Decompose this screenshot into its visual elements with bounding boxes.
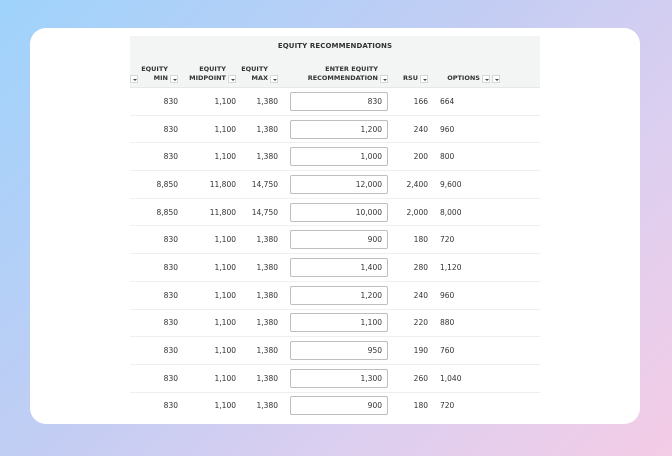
cell-equity-min: 8,850 xyxy=(156,207,178,217)
column-filter-dropdown-icon[interactable] xyxy=(170,75,178,83)
column-header-equity-recommendation xyxy=(278,65,388,83)
cell-rsu: 180 xyxy=(413,401,428,411)
column-label: EQUITY xyxy=(199,65,226,73)
table-row xyxy=(130,393,540,416)
cell-equity-recommendation xyxy=(278,396,388,415)
column-filter-dropdown-icon[interactable] xyxy=(482,75,490,83)
cell-equity-max: 1,380 xyxy=(256,290,278,300)
table-row xyxy=(130,282,540,310)
cell-equity-max: 14,750 xyxy=(251,207,278,217)
cell-equity-recommendation xyxy=(278,230,388,249)
column-filter-dropdown-icon[interactable] xyxy=(228,75,236,83)
cell-equity-min: 830 xyxy=(163,401,178,411)
equity-recommendation-input[interactable] xyxy=(290,341,388,360)
column-label: MAX xyxy=(251,74,268,82)
cell-equity-midpoint: 1,100 xyxy=(214,290,236,300)
equity-recommendation-input[interactable] xyxy=(290,286,388,305)
cell-equity-max: 1,380 xyxy=(256,124,278,134)
cell-equity-midpoint: 1,100 xyxy=(214,152,236,162)
cell-equity-max: 1,380 xyxy=(256,235,278,245)
cell-options: 720 xyxy=(440,401,455,411)
cell-equity-midpoint: 1,100 xyxy=(214,124,236,134)
cell-rsu: 200 xyxy=(413,152,428,162)
cell-equity-midpoint: 1,100 xyxy=(214,346,236,356)
column-header-rsu xyxy=(388,74,428,83)
table-row xyxy=(130,254,540,282)
cell-options: 960 xyxy=(440,124,455,134)
cell-rsu: 190 xyxy=(413,346,428,356)
cell-options: 880 xyxy=(440,318,455,328)
cell-equity-recommendation xyxy=(278,341,388,360)
cell-rsu: 166 xyxy=(413,96,428,106)
column-header-equity-min xyxy=(140,65,178,83)
cell-equity-midpoint: 1,100 xyxy=(214,318,236,328)
cell-equity-max: 1,380 xyxy=(256,152,278,162)
cell-options: 760 xyxy=(440,346,455,356)
cell-equity-recommendation xyxy=(278,92,388,111)
equity-recommendation-input[interactable] xyxy=(290,230,388,249)
card-container xyxy=(30,28,640,424)
cell-equity-recommendation xyxy=(278,286,388,305)
column-label: MIDPOINT xyxy=(189,74,226,82)
column-label: RECOMMENDATION xyxy=(307,74,378,82)
cell-equity-midpoint: 1,100 xyxy=(214,401,236,411)
cell-equity-min: 830 xyxy=(163,152,178,162)
equity-recommendation-input[interactable] xyxy=(290,203,388,222)
column-label: MIN xyxy=(153,74,168,82)
cell-rsu: 180 xyxy=(413,235,428,245)
cell-equity-recommendation xyxy=(278,258,388,277)
cell-equity-midpoint: 1,100 xyxy=(214,96,236,106)
column-label: EQUITY xyxy=(241,65,268,73)
cell-equity-min: 830 xyxy=(163,373,178,383)
column-header-row xyxy=(130,58,540,88)
cell-options: 9,600 xyxy=(440,179,462,189)
equity-recommendation-input[interactable] xyxy=(290,175,388,194)
cell-options: 1,120 xyxy=(440,262,462,272)
cell-equity-midpoint: 1,100 xyxy=(214,235,236,245)
cell-equity-max: 1,380 xyxy=(256,346,278,356)
table-row xyxy=(130,226,540,254)
cell-options: 800 xyxy=(440,152,455,162)
table-body xyxy=(130,88,540,416)
cell-options: 664 xyxy=(440,96,455,106)
cell-equity-recommendation xyxy=(278,313,388,332)
column-filter-dropdown-icon[interactable] xyxy=(270,75,278,83)
cell-equity-min: 830 xyxy=(163,235,178,245)
cell-equity-min: 830 xyxy=(163,262,178,272)
column-header-equity-max xyxy=(236,65,278,83)
equity-recommendation-input[interactable] xyxy=(290,120,388,139)
column-header-equity-midpoint xyxy=(178,65,236,83)
cell-equity-min: 830 xyxy=(163,96,178,106)
cell-options: 960 xyxy=(440,290,455,300)
cell-equity-recommendation xyxy=(278,203,388,222)
column-filter-dropdown-icon[interactable] xyxy=(130,75,138,83)
equity-recommendation-input[interactable] xyxy=(290,147,388,166)
cell-rsu: 2,400 xyxy=(406,179,428,189)
column-header-prev xyxy=(130,75,140,83)
cell-options: 1,040 xyxy=(440,373,462,383)
table-row xyxy=(130,88,540,116)
cell-equity-recommendation xyxy=(278,175,388,194)
cell-options: 720 xyxy=(440,235,455,245)
cell-equity-max: 1,380 xyxy=(256,96,278,106)
column-label: OPTIONS xyxy=(447,74,480,82)
equity-recommendation-input[interactable] xyxy=(290,92,388,111)
table-row xyxy=(130,116,540,144)
cell-equity-midpoint: 1,100 xyxy=(214,262,236,272)
column-filter-dropdown-icon[interactable] xyxy=(380,75,388,83)
cell-rsu: 2,000 xyxy=(406,207,428,217)
cell-equity-min: 830 xyxy=(163,290,178,300)
table-row xyxy=(130,337,540,365)
table-row xyxy=(130,171,540,199)
cell-rsu: 260 xyxy=(413,373,428,383)
equity-recommendations-grid xyxy=(130,36,540,416)
cell-equity-recommendation xyxy=(278,147,388,166)
equity-recommendation-input[interactable] xyxy=(290,258,388,277)
equity-recommendation-input[interactable] xyxy=(290,369,388,388)
cell-equity-max: 1,380 xyxy=(256,401,278,411)
cell-equity-min: 8,850 xyxy=(156,179,178,189)
equity-recommendation-input[interactable] xyxy=(290,396,388,415)
cell-equity-max: 14,750 xyxy=(251,179,278,189)
column-filter-dropdown-icon[interactable] xyxy=(420,75,428,83)
cell-rsu: 240 xyxy=(413,290,428,300)
cell-equity-recommendation xyxy=(278,369,388,388)
cell-rsu: 220 xyxy=(413,318,428,328)
column-label: ENTER EQUITY xyxy=(325,65,378,73)
column-header-options xyxy=(428,74,500,83)
cell-equity-min: 830 xyxy=(163,346,178,356)
cell-equity-max: 1,380 xyxy=(256,318,278,328)
cell-equity-max: 1,380 xyxy=(256,373,278,383)
cell-options: 8,000 xyxy=(440,207,462,217)
cell-equity-midpoint: 11,800 xyxy=(209,207,236,217)
cell-equity-min: 830 xyxy=(163,124,178,134)
cell-equity-midpoint: 11,800 xyxy=(209,179,236,189)
table-row xyxy=(130,143,540,171)
cell-equity-midpoint: 1,100 xyxy=(214,373,236,383)
column-label: EQUITY xyxy=(141,65,168,73)
group-header-equity-recommendations: EQUITY RECOMMENDATIONS xyxy=(130,36,540,58)
cell-equity-min: 830 xyxy=(163,318,178,328)
equity-recommendation-input[interactable] xyxy=(290,313,388,332)
cell-rsu: 280 xyxy=(413,262,428,272)
cell-equity-max: 1,380 xyxy=(256,262,278,272)
table-row xyxy=(130,365,540,393)
cell-rsu: 240 xyxy=(413,124,428,134)
column-menu-dropdown-icon[interactable] xyxy=(492,75,500,83)
cell-equity-recommendation xyxy=(278,120,388,139)
column-label: RSU xyxy=(403,74,418,82)
table-row xyxy=(130,310,540,338)
table-row xyxy=(130,199,540,227)
